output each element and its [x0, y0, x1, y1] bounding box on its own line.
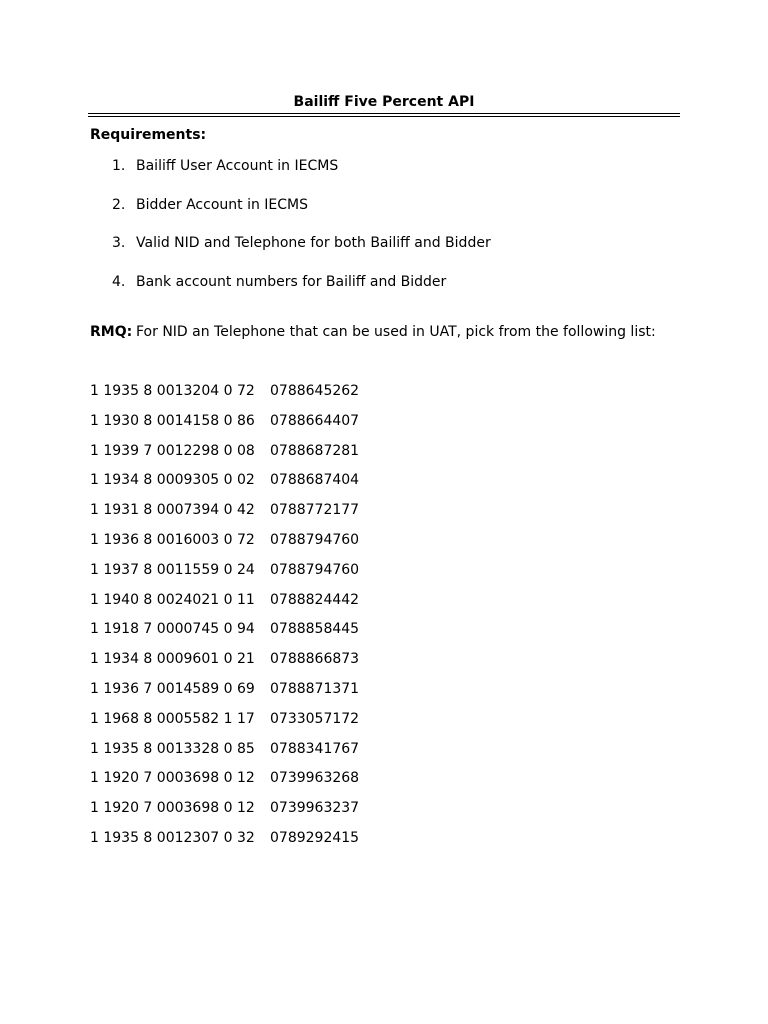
list-item	[90, 412, 359, 442]
requirement-number: 4.	[112, 274, 126, 290]
list-item	[90, 442, 359, 472]
title-underline-bottom	[88, 116, 680, 117]
nid-value: 1 1920 7 0003698 0 12	[90, 800, 255, 817]
list-item	[90, 501, 359, 531]
nid-value: 1 1934 8 0009305 0 02	[90, 472, 255, 489]
nid-value: 1 1934 8 0009601 0 21	[90, 651, 255, 668]
document-title: Bailiff Five Percent API	[293, 94, 475, 110]
list-item	[90, 650, 359, 680]
nid-value: 1 1936 7 0014589 0 69	[90, 680, 255, 697]
requirement-item	[112, 273, 446, 291]
nid-value: 1 1968 8 0005582 1 17	[90, 710, 255, 727]
nid-value: 1 1918 7 0000745 0 94	[90, 621, 255, 638]
phone-value: 0788871371	[270, 680, 360, 697]
rmq-text: For NID an Telephone that can be used in UAT, pick from the following list:	[136, 324, 656, 340]
phone-value: 0788687404	[270, 472, 360, 489]
requirement-text: Bailiff User Account in IECMS	[136, 158, 339, 174]
nid-value: 1 1935 8 0012307 0 32	[90, 829, 255, 846]
nid-value: 1 1937 8 0011559 0 24	[90, 561, 255, 578]
requirement-number: 1.	[112, 158, 126, 174]
requirement-item	[112, 157, 338, 175]
requirement-number: 3.	[112, 235, 126, 251]
requirement-item	[112, 196, 308, 214]
nid-value: 1 1936 8 0016003 0 72	[90, 531, 255, 548]
list-item	[90, 531, 359, 561]
phone-value: 0788866873	[270, 651, 360, 668]
nid-value: 1 1940 8 0024021 0 11	[90, 591, 255, 608]
requirement-item	[112, 234, 491, 252]
phone-value: 0788341767	[270, 740, 360, 757]
requirement-text: Valid NID and Telephone for both Bailiff and Bidder	[136, 235, 491, 251]
list-item	[90, 561, 359, 591]
phone-value: 0788687281	[270, 442, 360, 459]
nid-value: 1 1935 8 0013204 0 72	[90, 383, 255, 399]
phone-value: 0788824442	[270, 591, 360, 608]
nid-value: 1 1931 8 0007394 0 42	[90, 502, 255, 519]
nid-value: 1 1930 8 0014158 0 86	[90, 412, 255, 429]
title-underline-top	[88, 113, 680, 114]
requirements-heading: Requirements:	[90, 127, 207, 143]
rmq-label: RMQ:	[90, 324, 133, 340]
list-item	[90, 829, 359, 859]
list-item	[90, 680, 359, 710]
requirement-number: 2.	[112, 197, 126, 213]
nid-value: 1 1939 7 0012298 0 08	[90, 442, 255, 459]
requirement-text: Bidder Account in IECMS	[136, 197, 308, 213]
phone-value: 0788794760	[270, 561, 360, 578]
nid-value: 1 1920 7 0003698 0 12	[90, 770, 255, 787]
phone-value: 0789292415	[270, 829, 360, 846]
phone-value: 0739963268	[270, 770, 360, 787]
phone-value: 0733057172	[270, 710, 360, 727]
list-item	[90, 769, 359, 799]
list-item	[90, 382, 359, 412]
nid-phone-list	[90, 382, 359, 859]
list-item	[90, 620, 359, 650]
phone-value: 0788858445	[270, 621, 360, 638]
phone-value: 0788772177	[270, 502, 360, 519]
rmq-note	[90, 323, 656, 341]
list-item	[90, 740, 359, 770]
phone-value: 0788664407	[270, 412, 360, 429]
phone-value: 0788794760	[270, 531, 360, 548]
list-item	[90, 710, 359, 740]
phone-value: 0739963237	[270, 800, 360, 817]
list-item	[90, 471, 359, 501]
requirement-text: Bank account numbers for Bailiff and Bidder	[136, 274, 447, 290]
list-item	[90, 799, 359, 829]
phone-value: 0788645262	[270, 383, 360, 399]
nid-value: 1 1935 8 0013328 0 85	[90, 740, 255, 757]
list-item	[90, 591, 359, 621]
